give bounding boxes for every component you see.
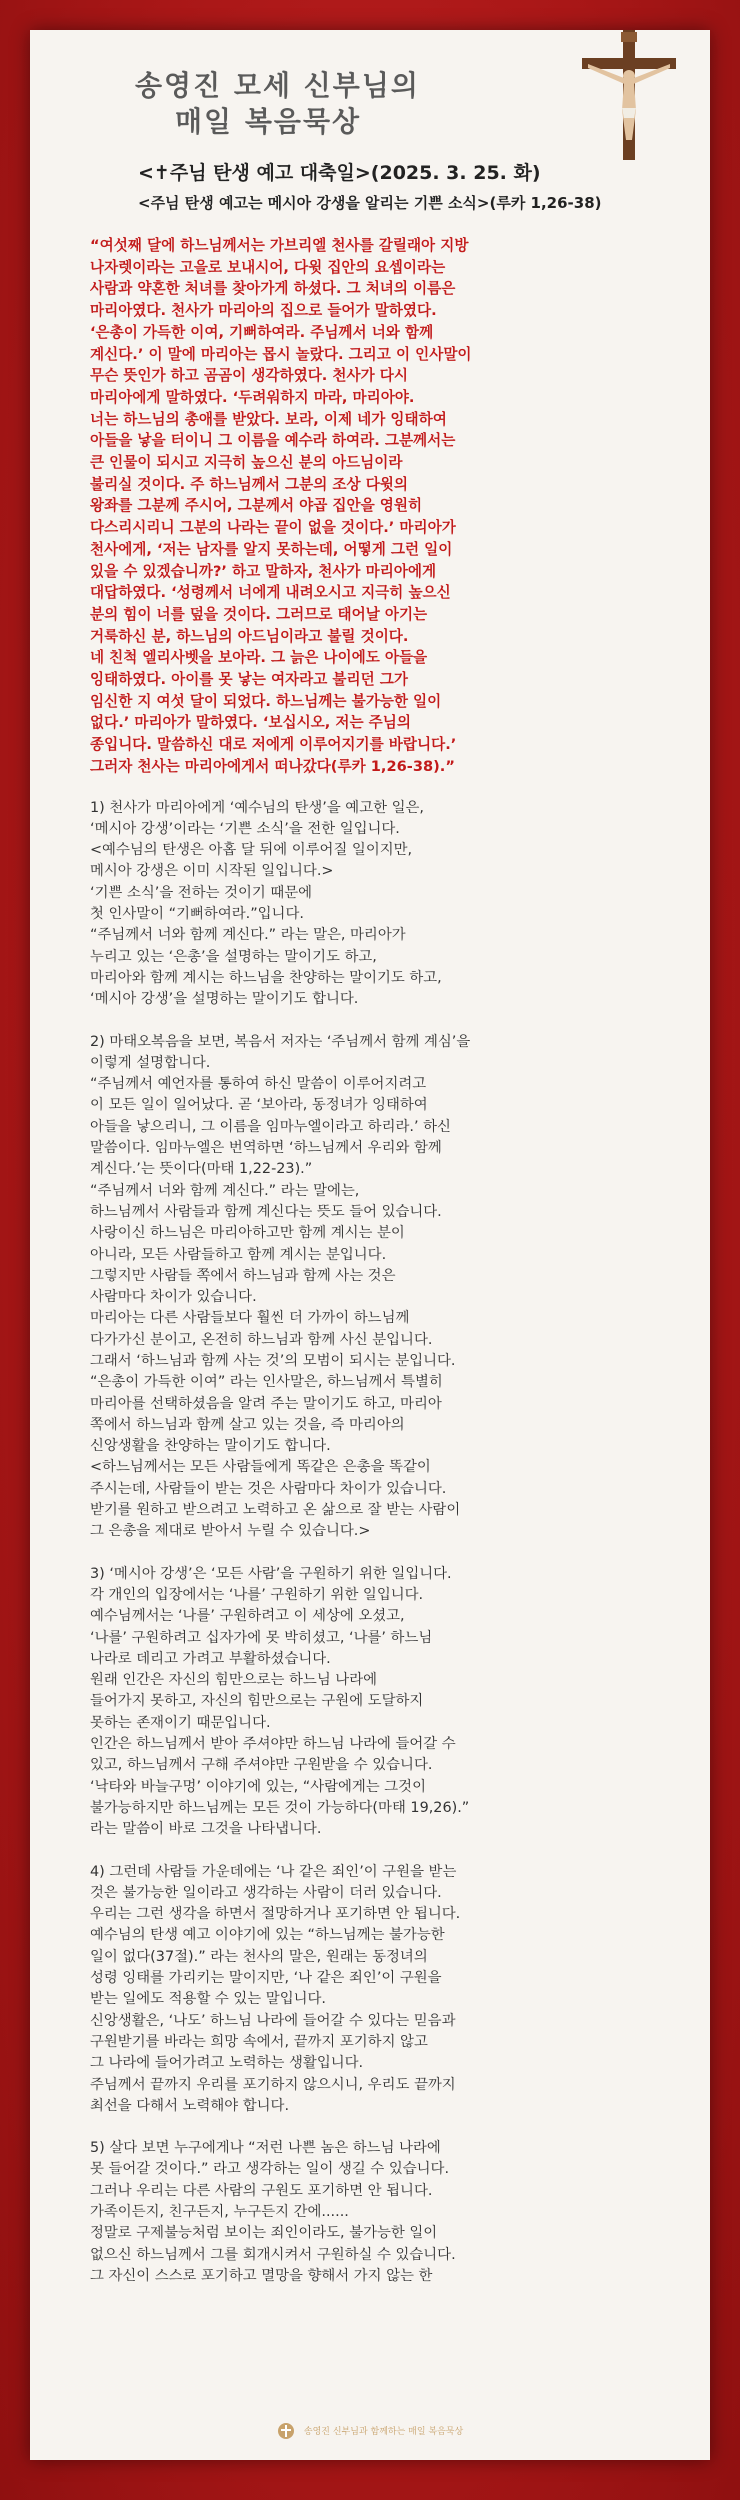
meditation-section-5: 5) 살다 보면 누구에게나 “저런 나쁜 놈은 하느님 나라에 못 들어갈 것이다.” 라고 생각하는 일이 생길 수 있습니다. 그러나 우리는 다른 사람의 구원도 포기하면 안 됩니다. 가족이든지, 친구든지, 누구든지 간에...... 정말로 구제불능처럼 보이는 죄인이라도, 불가능한 일이 없으신 하느님께서 그를 회개시켜서 구원하실 수 있습니다. 그 자신이 스스로 포기하고 멸망을 향해서 가지 않는 한	[90, 2140, 456, 2284]
footer	[30, 2420, 710, 2460]
parish-emblem-icon	[277, 2422, 295, 2440]
gospel-passage: “여섯째 달에 하느님께서는 가브리엘 천사를 갈릴래아 지방 나자렛이라는 고을로 보내시어, 다윗 집안의 요셉이라는 사람과 약혼한 처녀를 찾아가게 하셨다. 그 처녀의 이름은 마리아였다. 천사가 마리아의 집으로 들어가 말하였다. ‘은총이 가득한 이여, 기뻐하여라. 주님께서 너와 함께 계신다.’ 이 말에 마리아는 몹시 놀랐다. 그리고 이 인사말이 무슨 뜻인가 하고 곰곰이 생각하였다. 천사가 다시 마리아에게 말하였다. ‘두려워하지 마라, 마리아야. 너는 하느님의 총애를 받았다. 보라, 이제 네가 잉태하여 아들을 낳을 터이니 그 이름을 예수라 하여라. 그분께서는 큰 인물이 되시고 지극히 높으신 분의 아드님이라 불리실 것이다. 주 하느님께서 그분의 조상 다윗의 왕좌를 그분께 주시어, 그분께서 야곱 집안을 영원히 다스리시리니 그분의 나라는 끝이 없을 것이다.’ 마리아가 천사에게, ‘저는 남자를 알지 못하는데, 어떻게 그런 일이 있을 수 있겠습니까?’ 하고 말하자, 천사가 마리아에게 대답하였다. ‘성령께서 너에게 내려오시고 지극히 높으신 분의 힘이 너를 덮을 것이다. 그러므로 태어날 아기는 거룩하신 분, 하느님의 아드님이라고 불릴 것이다. 네 친척 엘리사벳을 보아라. 그 늙은 나이에도 아들을 잉태하였다. 아이를 못 낳는 여자라고 불리던 그가 임신한 지 여섯 달이 되었다. 하느님께는 불가능한 일이 없다.’ 마리아가 말하였다. ‘보십시오, 저는 주님의 종입니다. 말씀하신 대로 저에게 이루어지기를 바랍니다.’ 그러자 천사는 마리아에게서 떠나갔다(루카 1,26-38).”	[90, 237, 472, 775]
crucifix-icon	[574, 30, 684, 160]
meditation-content	[90, 235, 650, 2308]
brand-title-line2: 매일 복음묵상	[175, 105, 362, 138]
document-page	[30, 30, 710, 2460]
meditation-section-4: 4) 그런데 사람들 가운데에는 ‘나 같은 죄인’이 구원을 받는 것은 불가능한 일이라고 생각하는 사람이 더러 있습니다. 우리는 그런 생각을 하면서 절망하거나 포기하면 안 됩니다. 예수님의 탄생 예고 이야기에 있는 “하느님께는 불가능한 일이 없다(37절).” 라는 천사의 말은, 원래는 동정녀의 성령 잉태를 가리키는 말이지만, ‘나 같은 죄인’이 구원을 받는 일에도 적용할 수 있는 말입니다. 신앙생활은, ‘나도’ 하느님 나라에 들어갈 수 있다는 믿음과 구원받기를 바라는 희망 속에서, 끝까지 포기하지 않고 그 나라에 들어가려고 노력하는 생활입니다. 주님께서 끝까지 우리를 포기하지 않으시니, 우리도 끝까지 최선을 다해서 노력해야 합니다.	[90, 1863, 461, 2114]
meditation-section-3: 3) ‘메시아 강생’은 ‘모든 사람’을 구원하기 위한 일입니다. 각 개인의 입장에서는 ‘나를’ 구원하기 위한 일입니다. 예수님께서는 ‘나를’ 구원하려고 이 세상에 오셨고, ‘나를’ 구원하려고 십자가에 못 박히셨고, ‘나를’ 하느님 나라로 데리고 가려고 부활하셨습니다. 원래 인간은 자신의 힘만으로는 하느님 나라에 들어가지 못하고, 자신의 힘만으로는 구원에 도달하지 못하는 존재이기 때문입니다. 인간은 하느님께서 받아 주셔야만 하느님 나라에 들어갈 수 있고, 하느님께서 구해 주셔야만 구원받을 수 있습니다. ‘낙타와 바늘구멍’ 이야기에 있는, “사람에게는 그것이 불가능하지만 하느님께는 모든 것이 가능하다(마태 19,26).” 라는 말씀이 바로 그것을 나타냅니다.	[90, 1565, 470, 1838]
footer-text: 송영진 신부님과 함께하는 매일 복음묵상	[303, 2427, 464, 2437]
brand-title-line1: 송영진 모세 신부님의	[135, 69, 420, 102]
meditation-section-1: 1) 천사가 마리아에게 ‘예수님의 탄생’을 예고한 일은, ‘메시아 강생’이라는 ‘기쁜 소식’을 전한 일입니다. <예수님의 탄생은 아홉 달 뒤에 이루어질 일이지만, 메시아 강생은 이미 시작된 일입니다.> ‘기쁜 소식’을 전하는 것이기 때문에 첫 인사말이 “기뻐하여라.”입니다. “주님께서 너와 함께 계신다.” 라는 말은, 마리아가 누리고 있는 ‘은총’을 설명하는 말이기도 하고, 마리아와 함께 계시는 하느님을 찬양하는 말이기도 하고, ‘메시아 강생’을 설명하는 말이기도 합니다.	[90, 799, 442, 1008]
brand-title	[135, 68, 420, 140]
meditation-section-2: 2) 마태오복음을 보면, 복음서 저자는 ‘주님께서 함께 계심’을 이렇게 설명합니다. “주님께서 예언자를 통하여 하신 말씀이 이루어지려고 이 모든 일이 일어났다. 곧 ‘보아라, 동정녀가 잉태하여 아들을 낳으리니, 그 이름을 임마누엘이라고 하리라.’ 하신 말씀이다. 임마누엘은 번역하면 ‘하느님께서 우리와 함께 계신다.’는 뜻이다(마태 1,22-23).” “주님께서 너와 함께 계신다.” 라는 말에는, 하느님께서 사람들과 함께 계신다는 뜻도 들어 있습니다. 사랑이신 하느님은 마리아하고만 함께 계시는 분이 아니라, 모든 사람들하고 함께 계시는 분입니다. 그렇지만 사람들 쪽에서 하느님과 함께 사는 것은 사람마다 차이가 있습니다. 마리아는 다른 사람들보다 훨씬 더 가까이 하느님께 다가가신 분이고, 온전히 하느님과 함께 사신 분입니다. 그래서 ‘하느님과 함께 사는 것’의 모범이 되시는 분입니다. “은총이 가득한 이여” 라는 인사말은, 하느님께서 특별히 마리아를 선택하셨음을 알려 주는 말이기도 하고, 마리아 쪽에서 하느님과 함께 살고 있는 것을, 즉 마리아의 신앙생활을 찬양하는 말이기도 합니다. <하느님께서는 모든 사람들에게 똑같은 은총을 똑같이 주시는데, 사람들이 받는 것은 사람마다 차이가 있습니다. 받기를 원하고 받으려고 노력하고 온 삶으로 잘 받는 사람이 그 은총을 제대로 받아서 누릴 수 있습니다.>	[90, 1033, 471, 1540]
page-title: <✝주님 탄생 예고 대축일>(2025. 3. 25. 화)	[138, 162, 541, 184]
page-subtitle: <주님 탄생 예고는 메시아 강생을 알리는 기쁜 소식>(루카 1,26-38)	[138, 194, 602, 212]
header	[30, 30, 710, 165]
